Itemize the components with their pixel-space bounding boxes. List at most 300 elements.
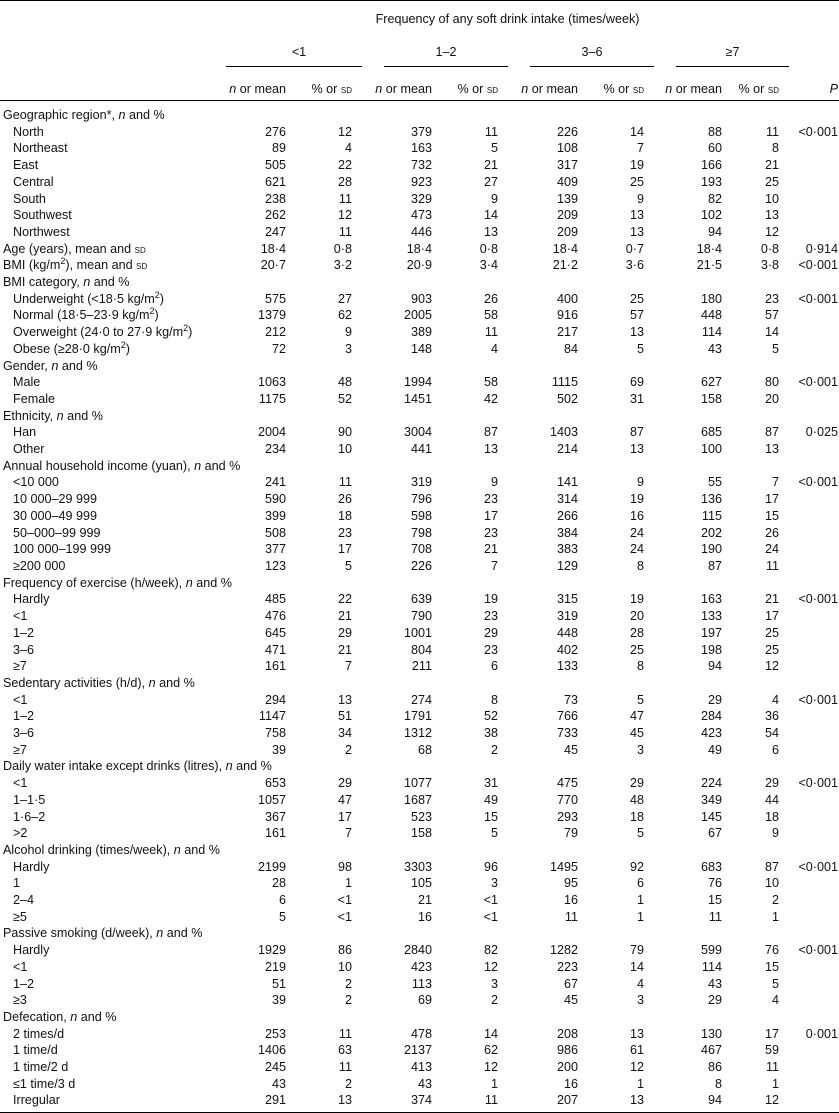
cell-p-value xyxy=(793,675,839,692)
cell-n-or-mean: 294 xyxy=(264,692,286,707)
cell-pct-or-sd: 26 xyxy=(483,291,498,306)
cell-p-value xyxy=(793,575,839,592)
cell-pct-or-sd: 18 xyxy=(337,508,352,523)
cell-pct-or-sd: 25 xyxy=(629,642,644,657)
cell-n-or-mean xyxy=(222,1009,300,1026)
super-header-row xyxy=(0,1,839,42)
cell-pct-or-sd: 17 xyxy=(337,542,352,557)
category-row xyxy=(0,1009,839,1026)
row-label: 2 times/d xyxy=(13,1026,65,1041)
cell-n-or-mean: 245 xyxy=(264,1060,286,1075)
cell-p-value xyxy=(793,458,839,475)
cell-n-or-mean: 123 xyxy=(264,558,286,573)
cell-n-or-mean: 1495 xyxy=(549,859,578,874)
cell-n-or-mean: 94 xyxy=(707,224,722,239)
row-label: South xyxy=(13,191,46,206)
cell-n-or-mean: 374 xyxy=(410,1093,432,1108)
cell-n-or-mean: 29 xyxy=(707,692,722,707)
cell-n-or-mean xyxy=(366,101,446,124)
row-label: 3–6 xyxy=(13,726,35,741)
cell-pct-or-sd: 92 xyxy=(629,859,644,874)
cell-pct-or-sd: 82 xyxy=(483,943,498,958)
cell-n-or-mean: 39 xyxy=(271,742,286,757)
cell-n-or-mean: 384 xyxy=(556,525,578,540)
cell-pct-or-sd: 21 xyxy=(765,158,780,173)
cell-pct-or-sd: 12 xyxy=(765,224,780,239)
cell-pct-or-sd: 8 xyxy=(490,692,498,707)
cell-n-or-mean: 190 xyxy=(700,542,722,557)
cell-n-or-mean: 43 xyxy=(707,976,722,991)
cell-pct-or-sd: 48 xyxy=(629,792,644,807)
cell-n-or-mean: 293 xyxy=(556,809,578,824)
cell-n-or-mean: 473 xyxy=(410,208,432,223)
cell-pct-or-sd: 87 xyxy=(483,425,498,440)
cell-pct-or-sd: <1 xyxy=(483,909,498,924)
cell-p-value: <0·001 xyxy=(798,592,839,607)
cell-p-value xyxy=(793,642,839,659)
table-row xyxy=(0,725,839,742)
cell-p-value xyxy=(793,307,839,324)
cell-n-or-mean: 87 xyxy=(707,558,722,573)
cell-pct-or-sd: 22 xyxy=(337,592,352,607)
cell-n-or-mean: 2137 xyxy=(403,1043,432,1058)
cell-n-or-mean xyxy=(512,101,592,124)
cell-n-or-mean: 262 xyxy=(264,208,286,223)
cell-pct-or-sd: 52 xyxy=(483,709,498,724)
cell-n-or-mean xyxy=(658,458,736,475)
cell-pct-or-sd: 1 xyxy=(636,893,644,908)
cell-n-or-mean: 317 xyxy=(556,158,578,173)
cell-pct-or-sd: 24 xyxy=(629,542,644,557)
cell-pct-or-sd xyxy=(300,575,366,592)
cell-p-value: <0·001 xyxy=(798,859,839,874)
cell-pct-or-sd: 49 xyxy=(483,792,498,807)
table-row xyxy=(0,191,839,208)
cell-n-or-mean xyxy=(512,758,592,775)
cell-n-or-mean xyxy=(512,274,592,291)
cell-pct-or-sd: 62 xyxy=(337,308,352,323)
cell-pct-or-sd: 12 xyxy=(765,1093,780,1108)
cell-n-or-mean xyxy=(658,274,736,291)
cell-p-value xyxy=(793,274,839,291)
cell-p-value xyxy=(793,658,839,675)
row-label: Obese (≥28·0 $kg/m^2$) xyxy=(13,339,130,356)
cell-pct-or-sd: 0·7 xyxy=(625,241,644,256)
row-label: East xyxy=(13,158,39,173)
cell-n-or-mean: 5 xyxy=(278,909,286,924)
cell-pct-or-sd: 29 xyxy=(765,776,780,791)
cell-pct-or-sd xyxy=(300,358,366,375)
cell-p-value xyxy=(793,992,839,1009)
row-label: Other xyxy=(13,442,45,457)
row-label: 1 time/d xyxy=(13,1043,58,1058)
cell-pct-or-sd: 52 xyxy=(337,391,352,406)
cell-pct-or-sd: 21 xyxy=(483,158,498,173)
cell-pct-or-sd: 14 xyxy=(629,124,644,139)
col-n-or-mean: n or mean xyxy=(521,82,578,97)
cell-pct-or-sd xyxy=(592,1009,658,1026)
cell-pct-or-sd: 47 xyxy=(337,792,352,807)
cell-pct-or-sd: 27 xyxy=(483,174,498,189)
table-row xyxy=(0,976,839,993)
row-label: ≥7 xyxy=(13,742,27,757)
table-row xyxy=(0,424,839,441)
table-row xyxy=(0,224,839,241)
cell-n-or-mean: 226 xyxy=(556,124,578,139)
cell-p-value xyxy=(793,441,839,458)
cell-pct-or-sd: 15 xyxy=(765,959,780,974)
cell-n-or-mean: 115 xyxy=(701,508,722,523)
category-label: Defecation, n and % xyxy=(3,1009,117,1024)
cell-pct-or-sd: 28 xyxy=(337,174,352,189)
cell-p-value xyxy=(793,1092,839,1112)
cell-n-or-mean: 72 xyxy=(271,341,286,356)
cell-pct-or-sd: 23 xyxy=(483,525,498,540)
cell-pct-or-sd: 17 xyxy=(483,508,498,523)
cell-n-or-mean: 467 xyxy=(700,1043,722,1058)
cell-pct-or-sd: 11 xyxy=(338,1060,352,1075)
cell-pct-or-sd: 13 xyxy=(483,224,498,239)
cell-pct-or-sd xyxy=(592,758,658,775)
table-row xyxy=(0,792,839,809)
cell-pct-or-sd xyxy=(736,274,793,291)
cell-pct-or-sd xyxy=(592,575,658,592)
cell-pct-or-sd: 4 xyxy=(636,976,644,991)
row-label: 1 xyxy=(13,876,21,891)
row-label: 1–2 xyxy=(13,625,35,640)
cell-pct-or-sd: 2 xyxy=(490,993,498,1008)
cell-pct-or-sd xyxy=(736,575,793,592)
cell-pct-or-sd xyxy=(446,1009,512,1026)
table-row xyxy=(0,1042,839,1059)
cell-pct-or-sd xyxy=(300,758,366,775)
row-label: Northeast xyxy=(13,141,68,156)
category-label: Daily water intake except drinks (litres), n and % xyxy=(3,759,272,774)
cell-n-or-mean: 2840 xyxy=(403,943,432,958)
cell-p-value: 0·914 xyxy=(805,241,839,256)
cell-pct-or-sd: 21 xyxy=(337,609,352,624)
cell-pct-or-sd: 76 xyxy=(765,943,780,958)
cell-n-or-mean: 67 xyxy=(707,826,722,841)
cell-n-or-mean: 266 xyxy=(556,508,578,523)
cell-n-or-mean: 247 xyxy=(264,224,286,239)
cell-pct-or-sd: 18 xyxy=(629,809,644,824)
cell-n-or-mean: 133 xyxy=(556,659,578,674)
cell-n-or-mean: 158 xyxy=(700,391,722,406)
row-label: ≥200 000 xyxy=(13,558,66,573)
cell-pct-or-sd: 16 xyxy=(629,508,644,523)
cell-n-or-mean: 621 xyxy=(264,174,286,189)
cell-n-or-mean: 73 xyxy=(563,692,578,707)
cell-pct-or-sd: 54 xyxy=(765,726,780,741)
cell-n-or-mean: 82 xyxy=(707,191,722,206)
cell-pct-or-sd xyxy=(300,101,366,124)
row-label: <1 xyxy=(13,959,28,974)
cell-pct-or-sd: 9 xyxy=(636,191,644,206)
cell-pct-or-sd: 2 xyxy=(772,893,780,908)
cell-pct-or-sd: 18 xyxy=(765,809,780,824)
cell-n-or-mean: 95 xyxy=(563,876,578,891)
cell-n-or-mean: 315 xyxy=(556,592,578,607)
cell-n-or-mean: 43 xyxy=(707,341,722,356)
row-label: 1 time/2 d xyxy=(13,1060,69,1075)
table-row xyxy=(0,525,839,542)
cell-n-or-mean: 11 xyxy=(708,909,722,924)
cell-pct-or-sd: 12 xyxy=(337,124,352,139)
cell-pct-or-sd: 10 xyxy=(337,442,352,457)
cell-n-or-mean: 163 xyxy=(410,141,432,156)
table-row xyxy=(0,174,839,191)
cell-p-value: <0·001 xyxy=(798,258,839,273)
group-header: 1–2 xyxy=(366,41,512,72)
cell-n-or-mean: 114 xyxy=(701,325,722,340)
cell-n-or-mean xyxy=(366,758,446,775)
cell-p-value xyxy=(793,625,839,642)
cell-n-or-mean: 523 xyxy=(410,809,432,824)
cell-n-or-mean: 102 xyxy=(700,208,722,223)
cell-pct-or-sd: 4 xyxy=(344,141,352,156)
cell-n-or-mean: 766 xyxy=(556,709,578,724)
cell-pct-or-sd xyxy=(300,1009,366,1026)
cell-n-or-mean: 1175 xyxy=(258,391,286,406)
cell-n-or-mean: 114 xyxy=(701,959,722,974)
cell-n-or-mean: 43 xyxy=(417,1076,432,1091)
cell-n-or-mean xyxy=(222,842,300,859)
row-label: <10 000 xyxy=(13,475,59,490)
cell-n-or-mean: 2004 xyxy=(257,425,286,440)
cell-n-or-mean: 180 xyxy=(700,291,722,306)
col-n-or-mean: n or mean xyxy=(665,82,722,97)
cell-n-or-mean: 377 xyxy=(264,542,286,557)
category-row xyxy=(0,358,839,375)
cell-pct-or-sd: 58 xyxy=(483,375,498,390)
col-pct-or-sd: % or sd xyxy=(311,82,352,97)
cell-pct-or-sd: 58 xyxy=(483,308,498,323)
cell-n-or-mean xyxy=(512,925,592,942)
cell-n-or-mean: 21·2 xyxy=(552,258,578,273)
cell-n-or-mean: 923 xyxy=(410,174,432,189)
cell-n-or-mean: 238 xyxy=(264,191,286,206)
cell-n-or-mean xyxy=(658,675,736,692)
cell-pct-or-sd: 13 xyxy=(629,1026,644,1041)
cell-pct-or-sd: 63 xyxy=(337,1043,352,1058)
cell-n-or-mean: 100 xyxy=(700,442,722,457)
cell-pct-or-sd: 19 xyxy=(483,592,498,607)
cell-pct-or-sd: 26 xyxy=(337,492,352,507)
cell-pct-or-sd: 8 xyxy=(636,558,644,573)
table-row xyxy=(0,658,839,675)
cell-n-or-mean: 49 xyxy=(707,742,722,757)
cell-p-value: <0·001 xyxy=(798,776,839,791)
cell-pct-or-sd: 4 xyxy=(490,341,498,356)
cell-pct-or-sd xyxy=(736,101,793,124)
cell-pct-or-sd xyxy=(592,101,658,124)
cell-n-or-mean xyxy=(658,408,736,425)
cell-pct-or-sd: 17 xyxy=(765,1026,780,1041)
cell-pct-or-sd: 26 xyxy=(765,525,780,540)
cell-pct-or-sd: 5 xyxy=(772,341,780,356)
cell-pct-or-sd: 86 xyxy=(337,943,352,958)
cell-n-or-mean xyxy=(512,675,592,692)
cell-n-or-mean: 18·4 xyxy=(260,241,286,256)
cell-n-or-mean: 733 xyxy=(556,726,578,741)
cell-pct-or-sd xyxy=(736,1009,793,1026)
cell-n-or-mean: 478 xyxy=(410,1026,432,1041)
cell-p-value xyxy=(793,976,839,993)
cell-pct-or-sd: 98 xyxy=(337,859,352,874)
cell-pct-or-sd xyxy=(592,358,658,375)
table-row xyxy=(0,892,839,909)
cell-pct-or-sd xyxy=(736,925,793,942)
cell-n-or-mean: 207 xyxy=(556,1093,578,1108)
cell-n-or-mean: 158 xyxy=(410,826,432,841)
cell-pct-or-sd: 3 xyxy=(636,993,644,1008)
cell-n-or-mean xyxy=(658,358,736,375)
cell-pct-or-sd xyxy=(446,575,512,592)
cell-n-or-mean: 20·7 xyxy=(260,258,286,273)
cell-pct-or-sd: 11 xyxy=(338,224,352,239)
cell-pct-or-sd: 21 xyxy=(765,592,780,607)
cell-p-value: <0·001 xyxy=(798,943,839,958)
category-row xyxy=(0,408,839,425)
category-row xyxy=(0,257,839,274)
table-row xyxy=(0,742,839,759)
cell-pct-or-sd: 4 xyxy=(772,692,780,707)
super-header: Frequency of any soft drink intake (times/week) xyxy=(375,12,640,26)
table-row xyxy=(0,942,839,959)
cell-p-value xyxy=(793,708,839,725)
cell-pct-or-sd: 15 xyxy=(765,508,780,523)
row-label: 30 000–49 999 xyxy=(13,508,98,523)
cell-pct-or-sd xyxy=(300,925,366,942)
category-row xyxy=(0,842,839,859)
cell-n-or-mean: 234 xyxy=(264,442,286,457)
cell-n-or-mean: 319 xyxy=(556,609,578,624)
cell-pct-or-sd: 12 xyxy=(629,1060,644,1075)
cell-pct-or-sd: 23 xyxy=(483,492,498,507)
cell-n-or-mean: 29 xyxy=(707,993,722,1008)
row-label: 50–000–99 999 xyxy=(13,525,101,540)
table-row xyxy=(0,1059,839,1076)
cell-p-value xyxy=(793,725,839,742)
cell-pct-or-sd: 51 xyxy=(337,709,352,724)
cell-pct-or-sd: 24 xyxy=(629,525,644,540)
cell-pct-or-sd: 34 xyxy=(337,726,352,741)
cell-n-or-mean xyxy=(222,575,300,592)
cell-pct-or-sd: 36 xyxy=(765,709,780,724)
table-row xyxy=(0,1076,839,1093)
cell-n-or-mean xyxy=(366,458,446,475)
cell-p-value xyxy=(793,909,839,926)
cell-n-or-mean: 2199 xyxy=(257,859,286,874)
column-header-row xyxy=(0,72,839,101)
row-label: Male xyxy=(13,375,41,390)
cell-n-or-mean: 209 xyxy=(556,224,578,239)
cell-n-or-mean: 193 xyxy=(700,174,722,189)
category-row xyxy=(0,925,839,942)
cell-n-or-mean xyxy=(366,842,446,859)
col-pct-or-sd: % or sd xyxy=(603,82,644,97)
cell-pct-or-sd xyxy=(592,842,658,859)
row-label: Southwest xyxy=(13,208,72,223)
cell-n-or-mean: 113 xyxy=(411,976,432,991)
cell-pct-or-sd: 17 xyxy=(765,609,780,624)
cell-pct-or-sd: 19 xyxy=(629,492,644,507)
table-row xyxy=(0,642,839,659)
cell-pct-or-sd: 23 xyxy=(765,291,780,306)
cell-pct-or-sd: 38 xyxy=(483,726,498,741)
cell-pct-or-sd: 45 xyxy=(629,726,644,741)
cell-p-value: 0·025 xyxy=(805,425,839,440)
table-row xyxy=(0,341,839,358)
cell-pct-or-sd: 9 xyxy=(490,475,498,490)
cell-pct-or-sd: 21 xyxy=(483,542,498,557)
cell-pct-or-sd: 7 xyxy=(772,475,780,490)
cell-pct-or-sd: 5 xyxy=(636,692,644,707)
cell-pct-or-sd: 10 xyxy=(765,191,780,206)
cell-pct-or-sd xyxy=(446,758,512,775)
cell-p-value xyxy=(793,792,839,809)
cell-n-or-mean: 8 xyxy=(714,1076,722,1091)
cell-pct-or-sd: 5 xyxy=(344,558,352,573)
cell-n-or-mean: 16 xyxy=(563,1076,578,1091)
cell-pct-or-sd: 24 xyxy=(765,542,780,557)
cell-n-or-mean: 68 xyxy=(417,742,432,757)
cell-n-or-mean: 161 xyxy=(264,826,286,841)
cell-n-or-mean: 590 xyxy=(264,492,286,507)
cell-n-or-mean: 89 xyxy=(271,141,286,156)
cell-p-value xyxy=(793,541,839,558)
cell-pct-or-sd: 4 xyxy=(772,993,780,1008)
cell-pct-or-sd: 11 xyxy=(484,325,498,340)
cell-pct-or-sd: 2 xyxy=(490,742,498,757)
cell-n-or-mean: 291 xyxy=(264,1093,286,1108)
cell-n-or-mean: 211 xyxy=(411,659,432,674)
table-row xyxy=(0,692,839,709)
cell-p-value xyxy=(793,809,839,826)
cell-n-or-mean: 69 xyxy=(417,993,432,1008)
cell-pct-or-sd: 23 xyxy=(337,525,352,540)
cell-n-or-mean xyxy=(366,408,446,425)
cell-n-or-mean: 1403 xyxy=(549,425,578,440)
cell-n-or-mean: 15 xyxy=(707,893,722,908)
cell-n-or-mean: 639 xyxy=(410,592,432,607)
table-row xyxy=(0,959,839,976)
cell-p-value xyxy=(793,892,839,909)
cell-n-or-mean: 253 xyxy=(264,1026,286,1041)
cell-n-or-mean: 796 xyxy=(410,492,432,507)
cell-pct-or-sd: 23 xyxy=(483,642,498,657)
cell-n-or-mean: 598 xyxy=(410,508,432,523)
cell-n-or-mean: 198 xyxy=(700,642,722,657)
cell-n-or-mean: 21 xyxy=(417,893,432,908)
table-row xyxy=(0,124,839,141)
cell-n-or-mean: 986 xyxy=(556,1043,578,1058)
cell-n-or-mean: 448 xyxy=(556,625,578,640)
cell-n-or-mean: 1929 xyxy=(257,943,286,958)
cell-n-or-mean: 136 xyxy=(700,492,722,507)
cell-n-or-mean: 1312 xyxy=(403,726,432,741)
cell-n-or-mean xyxy=(658,101,736,124)
cell-pct-or-sd: 13 xyxy=(337,1093,352,1108)
cell-pct-or-sd xyxy=(446,274,512,291)
cell-pct-or-sd: 62 xyxy=(483,1043,498,1058)
cell-p-value: <0·001 xyxy=(798,375,839,390)
cell-n-or-mean: 441 xyxy=(410,442,432,457)
cell-n-or-mean: 383 xyxy=(556,542,578,557)
cell-n-or-mean: 599 xyxy=(700,943,722,958)
cell-n-or-mean: 413 xyxy=(410,1060,432,1075)
